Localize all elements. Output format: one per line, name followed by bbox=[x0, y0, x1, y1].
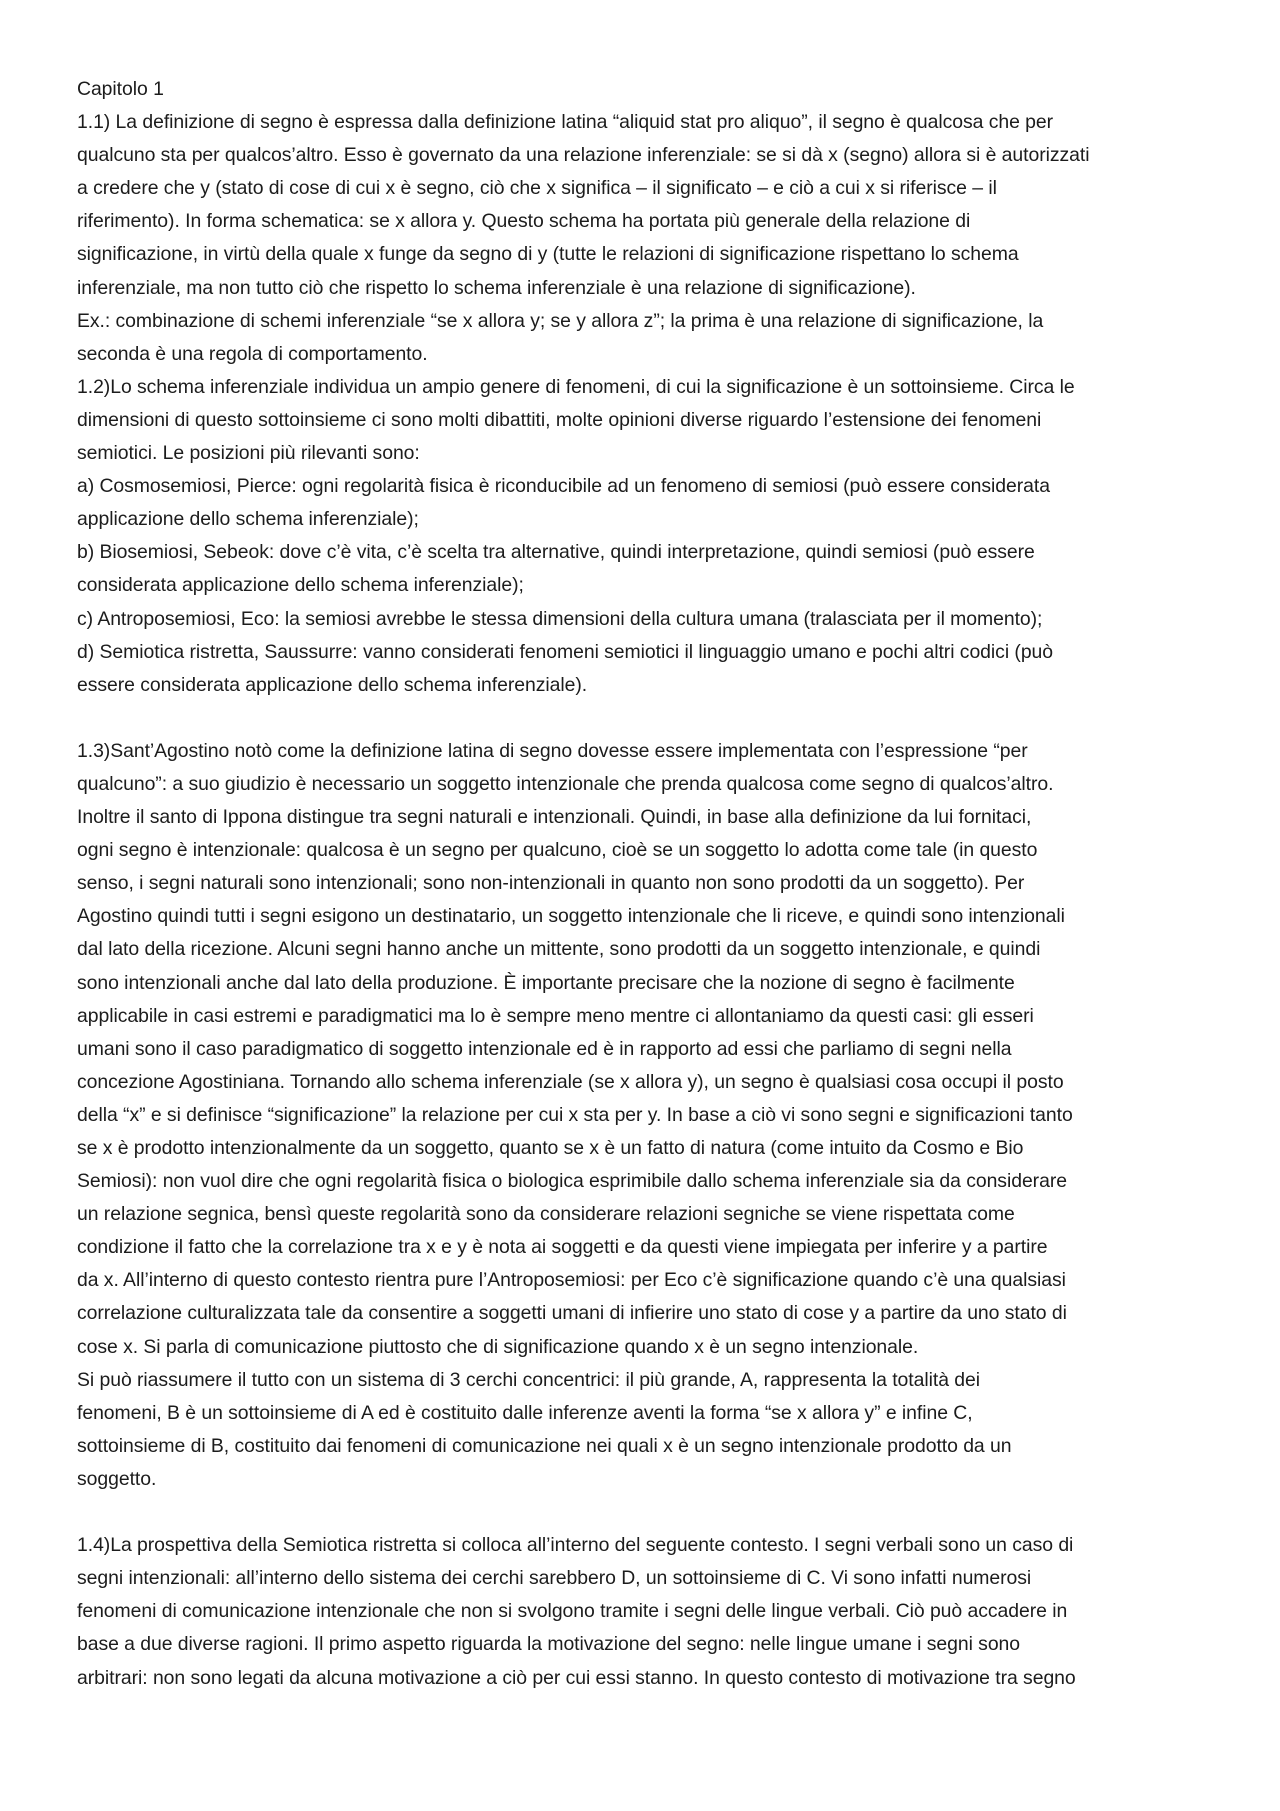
text-line: essere considerata applicazione dello schema inferenziale). bbox=[77, 673, 588, 696]
paragraph-gap bbox=[77, 1496, 1217, 1529]
text-line: b) Biosemiosi, Sebeok: dove c’è vita, c’è scelta tra alternative, quindi interpretazione, quindi semiosi (può essere bbox=[77, 541, 1035, 564]
text-line: Semiosi): non vuol dire che ogni regolarità fisica o biologica esprimibile dallo schema inferenziale sia da considerare bbox=[77, 1170, 1067, 1193]
text-line: riferimento). In forma schematica: se x allora y. Questo schema ha portata più generale della relazione di bbox=[77, 210, 971, 233]
text-line: umani sono il caso paradigmatico di soggetto intenzionale ed è in rapporto ad essi che parliamo di segni nella bbox=[77, 1037, 1012, 1060]
text-line: 1.1) La definizione di segno è espressa dalla definizione latina “aliquid stat pro aliquo”, il segno è qualcosa che per bbox=[77, 111, 1054, 134]
paragraph-gap bbox=[77, 702, 1217, 735]
text-line: Si può riassumere il tutto con un sistema di 3 cerchi concentrici: il più grande, A, rappresenta la totalità dei bbox=[77, 1368, 981, 1391]
text-line: fenomeni, B è un sottoinsieme di A ed è costituito dalle inferenze aventi la forma “se x allora y” e infine C, bbox=[77, 1401, 973, 1424]
text-line: c) Antroposemiosi, Eco: la semiosi avrebbe le stessa dimensioni della cultura umana (tralasciata per il momento); bbox=[77, 607, 1043, 630]
text-line: dimensioni di questo sottoinsieme ci sono molti dibattiti, molte opinioni diverse riguardo l’estensione dei fenomeni bbox=[77, 408, 1042, 431]
text-line: fenomeni di comunicazione intenzionale che non si svolgono tramite i segni delle lingue verbali. Ciò può accadere in bbox=[77, 1600, 1068, 1623]
document-body bbox=[77, 106, 1217, 1695]
text-line: se x è prodotto intenzionalmente da un soggetto, quanto se x è un fatto di natura (come intuito da Cosmo e Bio bbox=[77, 1137, 1024, 1159]
text-line: semiotici. Le posizioni più rilevanti sono: bbox=[77, 442, 420, 465]
text-line: correlazione culturalizzata tale da consentire a soggetti umani di infierire uno stato di cose y a partire da uno stato di bbox=[77, 1302, 1067, 1325]
text-line: concezione Agostiniana. Tornando allo schema inferenziale (se x allora y), un segno è qualsiasi cosa occupi il posto bbox=[77, 1070, 1064, 1093]
text-line: dal lato della ricezione. Alcuni segni hanno anche un mittente, sono prodotti da un soggetto intenzionale, e quindi bbox=[77, 938, 1041, 961]
text-line: qualcuno sta per qualcos’altro. Esso è governato da una relazione inferenziale: se si dà x (segno) allora si è autorizzati bbox=[77, 144, 1090, 167]
text-line: inferenziale, ma non tutto ciò che rispetto lo schema inferenziale è una relazione di significazione). bbox=[77, 276, 916, 299]
document-page bbox=[77, 73, 1217, 1695]
text-line: Agostino quindi tutti i segni esigono un destinatario, un soggetto intenzionale che li riceve, e quindi sono intenzionali bbox=[77, 905, 1065, 928]
text-line: a) Cosmosemiosi, Pierce: ogni regolarità fisica è riconducibile ad un fenomeno di semiosi (può essere considerata bbox=[77, 475, 1050, 498]
text-line: segni intenzionali: all’interno dello sistema dei cerchi sarebbero D, un sottoinsieme di C. Vi sono infatti numerosi bbox=[77, 1567, 1032, 1590]
text-line: Ex.: combinazione di schemi inferenziale “se x allora y; se y allora z”; la prima è una relazione di significazione, la bbox=[77, 309, 1044, 332]
text-line: sottoinsieme di B, costituito dai fenomeni di comunicazione nei quali x è un segno intenzionale prodotto da un bbox=[77, 1434, 1012, 1457]
text-line: d) Semiotica ristretta, Saussurre: vanno considerati fenomeni semiotici il linguaggio umano e pochi altri codici (può bbox=[77, 640, 1054, 663]
text-line: base a due diverse ragioni. Il primo aspetto riguarda la motivazione del segno: nelle lingue umane i segni sono bbox=[77, 1633, 1021, 1656]
text-line: condizione il fatto che la correlazione tra x e y è nota ai soggetti e da questi viene impiegata per inferire y a partire bbox=[77, 1236, 1048, 1259]
text-line: senso, i segni naturali sono intenzionali; sono non-intenzionali in quanto non sono prodotti da un soggetto). Per bbox=[77, 872, 1025, 895]
text-line: 1.3)Sant’Agostino notò come la definizione latina di segno dovesse essere implementata con l’espressione “per bbox=[77, 739, 1028, 762]
text-line: da x. All’interno di questo contesto rientra pure l’Antroposemiosi: per Eco c’è significazione quando c’è una qualsiasi bbox=[77, 1269, 1066, 1292]
text-line: arbitrari: non sono legati da alcuna motivazione a ciò per cui essi stanno. In questo contesto di motivazione tra segno bbox=[77, 1666, 1076, 1689]
text-line: cose x. Si parla di comunicazione piuttosto che di significazione quando x è un segno intenzionale. bbox=[77, 1335, 919, 1358]
text-line: un relazione segnica, bensì queste regolarità sono da considerare relazioni segniche se viene rispettata come bbox=[77, 1203, 1015, 1226]
text-line: 1.2)Lo schema inferenziale individua un ampio genere di fenomeni, di cui la significazione è un sottoinsieme. Circa le bbox=[77, 375, 1075, 398]
text-line: applicabile in casi estremi e paradigmatici ma lo è sempre meno mentre ci allontaniamo da questi casi: gli esseri bbox=[77, 1004, 1034, 1027]
text-line: 1.4)La prospettiva della Semiotica ristretta si colloca all’interno del seguente contesto. I segni verbali sono un caso di bbox=[77, 1534, 1074, 1557]
text-line: qualcuno”: a suo giudizio è necessario un soggetto intenzionale che prenda qualcosa come segno di qualcos’altro. bbox=[77, 772, 1054, 795]
text-line: sono intenzionali anche dal lato della produzione. È importante precisare che la nozione di segno è facilmente bbox=[77, 971, 1015, 994]
text-line: a credere che y (stato di cose di cui x è segno, ciò che x significa – il significato – e ciò a cui x si riferisce – il bbox=[77, 177, 997, 200]
text-line: Inoltre il santo di Ippona distingue tra segni naturali e intenzionali. Quindi, in base alla definizione da lui fornitaci, bbox=[77, 806, 1032, 829]
text-line: seconda è una regola di comportamento. bbox=[77, 342, 428, 365]
text-line: significazione, in virtù della quale x funge da segno di y (tutte le relazioni di significazione rispettano lo schema bbox=[77, 243, 1019, 266]
text-line: applicazione dello schema inferenziale); bbox=[77, 508, 419, 531]
text-line: della “x” e si definisce “significazione” la relazione per cui x sta per y. In base a ciò vi sono segni e significazioni tanto bbox=[77, 1103, 1073, 1126]
text-line: ogni segno è intenzionale: qualcosa è un segno per qualcuno, cioè se un soggetto lo adotta come tale (in questo bbox=[77, 839, 1038, 862]
text-line: soggetto. bbox=[77, 1467, 157, 1490]
chapter-title: Capitolo 1 bbox=[77, 78, 164, 100]
text-line: considerata applicazione dello schema inferenziale); bbox=[77, 574, 524, 597]
